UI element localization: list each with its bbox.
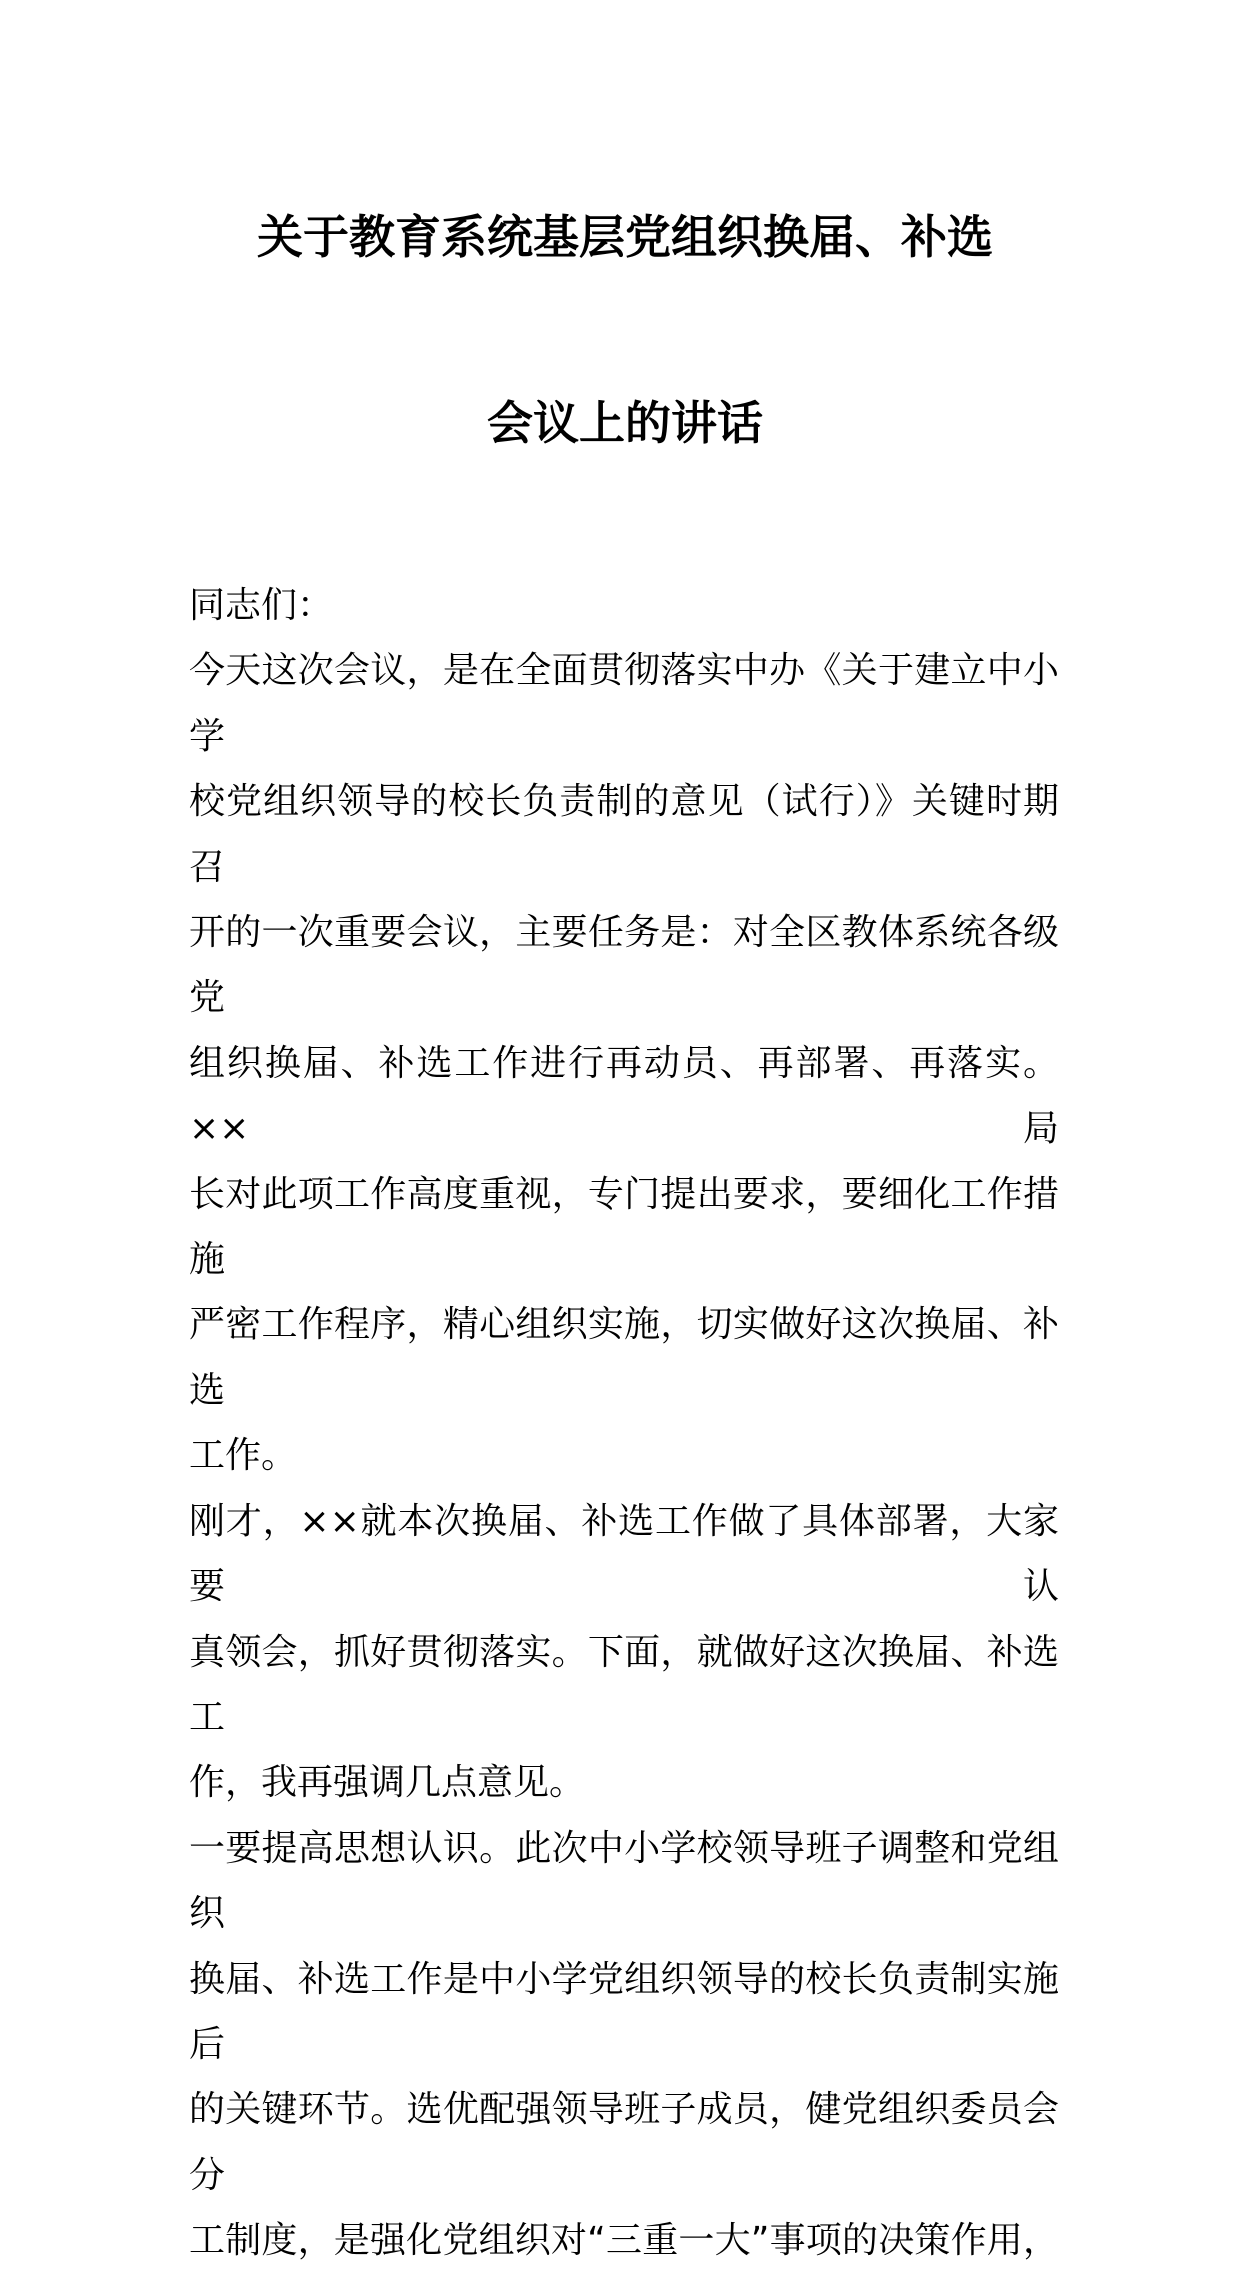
body-line: 刚才，××就本次换届、补选工作做了具体部署，大家要认 xyxy=(189,1500,1059,1608)
paragraph-3 xyxy=(189,1816,1059,2274)
body-line: 组织换届、补选工作进行再动员、再部署、再落实。××局 xyxy=(189,1042,1059,1150)
body-line: 工制度，是强化党组织对“三重一大”事项的决策作用， xyxy=(189,2220,1059,2262)
document-title-line-1: 关于教育系统基层党组织换届、补选 xyxy=(257,210,993,264)
salutation: 同志们： xyxy=(189,585,334,626)
body-line: 今天这次会议，是在全面贯彻落实中办《关于建立中小学 xyxy=(189,650,1059,757)
body-line: 工作。 xyxy=(189,1435,298,1477)
paragraph-1 xyxy=(189,638,1059,1488)
body-line: 换届、补选工作是中小学党组织领导的校长负责制实施后 xyxy=(189,1958,1059,2065)
body-line: 的关键环节。选优配强领导班子成员，健党组织委员会分 xyxy=(189,2089,1059,2196)
body-line: 严密工作程序，精心组织实施，切实做好这次换届、补选 xyxy=(189,1304,1059,1411)
paragraph-2 xyxy=(189,1489,1059,1816)
body-line: 作，我再强调几点意见。 xyxy=(189,1762,586,1804)
body-line: 长对此项工作高度重视，专门提出要求，要细化工作措施 xyxy=(189,1173,1059,1281)
document-title-line-2: 会议上的讲话 xyxy=(487,396,763,450)
body-line: 一要提高思想认识。此次中小学校领导班子调整和党组织 xyxy=(189,1827,1059,1935)
body-line: 真领会，抓好贯彻落实。下面，就做好这次换届、补选工 xyxy=(189,1631,1059,1738)
speech-body xyxy=(189,573,1059,2274)
body-line: 开的一次重要会议，主要任务是：对全区教体系统各级党 xyxy=(189,912,1059,1019)
body-line: 校党组织领导的校长负责制的意见（试行）》关键时期召 xyxy=(189,781,1059,888)
